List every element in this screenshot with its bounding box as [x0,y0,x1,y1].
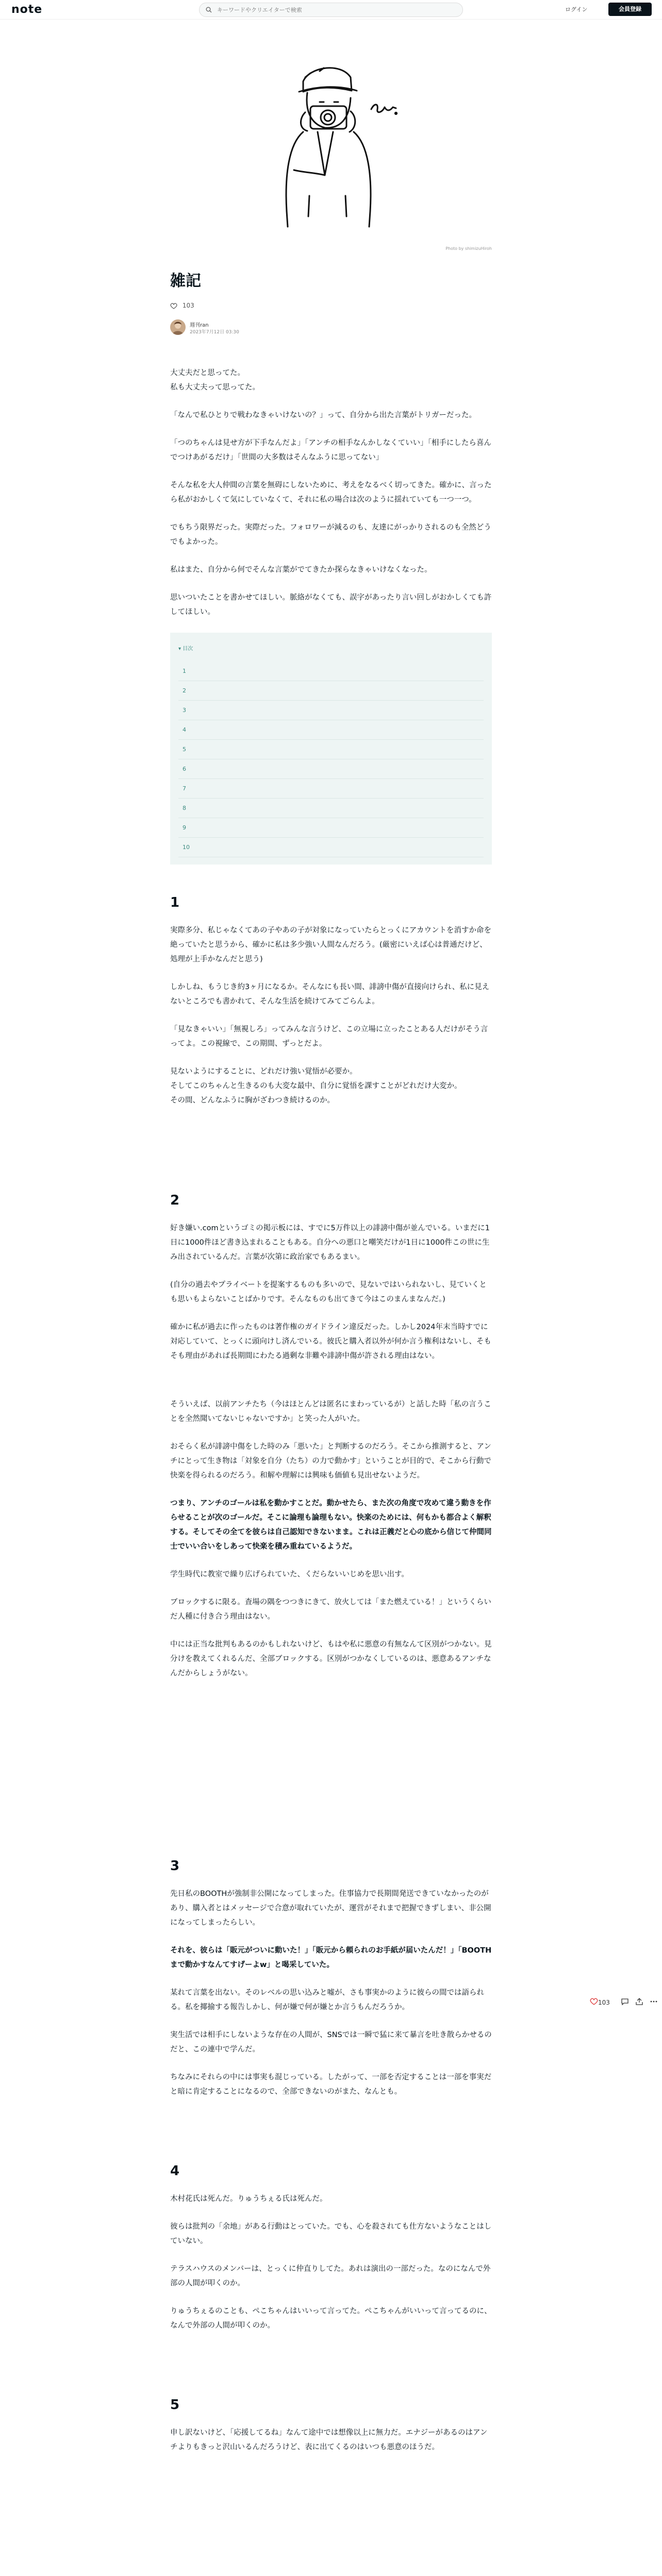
paragraph: 中には正当な批判もあるのかもしれないけど、もはや私に悪意の有無なんて区別がつかない。見分けを教えてくれるんだ、全部ブロックする。区別がつかなくしているのは、悪意あるアンチなんだからしょうがない。 [170,1640,492,1677]
paragraph: しかしね、もうじき約3ヶ月になるか。そんなにも長い間、誹謗中傷が直接向けられ、私に見えないところでも書かれて、そんな生活を続けてみてごらんよ。 [170,983,490,1006]
paragraph-bold: つまり、アンチのゴールは私を動かすことだ。動かせたら、また次の角度で攻めて違う動きを作らせることが次のゴールだ。そこに論理も論理もない。快楽のためには、何もかも都合よく解釈する。そしてその全てを彼らは自己認知できないまま。これは正義だと心の底から信じて仲間同士でいい合いをしあって快楽を積み重ねているようだ。 [170,1499,492,1551]
section-heading-4: 4 [170,2163,180,2179]
heart-icon [170,303,177,309]
paragraph: 「なんで私ひとりで戦わなきゃいけないの？」って、自分から出た言葉がトリガーだった。 [170,411,477,419]
article-title: 雑記 [170,272,201,290]
toc-item[interactable]: 8 [178,799,484,818]
paragraph: 木村花氏は死んだ。りゅうちぇる氏は死んだ。 [170,2195,327,2203]
paragraph: 好き嫌い.comというゴミの掲示板には、すでに5万件以上の誹謗中傷が並んでいる。いまだに1日に1000件ほど書き込まれることもある。自分への悪口と嘲笑だけが1日に1000件この世に生み出されているんだ。言葉が次第に政治家でもあるまい。 [170,1224,490,1261]
photo-credit: Photo by shimizuHiroh [445,246,492,251]
paragraph: 「つのちゃんは見せ方が下手なんだよ」「アンチの相手なんかしなくていい」「相手にしたら喜んでつけあがるだけ」「世間の大多数はそんなふうに思ってない」 [170,439,491,462]
paragraph: そんな私を大人仲間の言葉を無碍にしないために、考えをなるべく切ってきた。確かに、言ったら私がおかしくて気にしていなくて、それに私の場合は次のように揺れていても一つ一つ。 [170,481,492,504]
line-art-illustration [170,41,492,247]
toc-heading[interactable]: ▾ 目次 [178,646,193,652]
toc-item[interactable]: 3 [178,701,484,720]
publish-date: 2023年7月12日 03:30 [190,330,239,335]
paragraph: りゅうちぇるのことも、ぺこちゃんはいいって言ってた。ぺこちゃんがいいって言ってるのに、なんで外部の人間が叩くのか。 [170,2307,492,2330]
toc-item[interactable]: 1 [178,662,484,681]
search-input[interactable] [217,5,454,14]
paragraph: でもちう限界だった。実際だった。フォロワーが減るのも、友達にがっかりされるのも全然どうでもよかった。 [170,523,491,546]
login-link[interactable]: ログイン [565,6,588,13]
like-count[interactable] [170,302,194,309]
toc-item[interactable]: 5 [178,740,484,759]
author-name[interactable]: 週刊ran [190,323,209,328]
hero-illustration [170,41,492,258]
paragraph: テラスハウスのメンバーは、とっくに仲直りしてた。あれは演出の一部だった。なのになんで外部の人間が叩くのか。 [170,2265,491,2287]
paragraph-bold: それを、彼らは「販元がついに動いた！」「販元から頼られのお手紙が届いたんだ！」「BOOTHまで動かすなんてすげーよw」と喝采していた。 [170,1946,492,1969]
comment-icon [621,1998,629,2005]
more-button[interactable] [650,1998,658,2007]
paragraph: 私はまた、自分から何でそんな言葉がでてきたか探らなきゃいけなくなった。 [170,566,432,574]
toc-item[interactable]: 6 [178,759,484,779]
floating-action-bar [590,1997,662,2009]
paragraph: (自分の過去やプライベートを提案するものも多いので、見ないではいられないし、見ていくとも思いもよらないことばかりです。そんなものも出てきて今はこのまんまなんだ。) [170,1281,487,1303]
section-heading-5: 5 [170,2397,180,2413]
section-heading-3: 3 [170,1858,180,1874]
paragraph: 見ないようにすることに、どれだけ強い覚悟が必要か。 そしてこのちゃんと生きるのも大変な最中、自分に覚悟を課すことがどれだけ大変か。 その間、どんなふうに胸がざわつき続けるのか。 [170,1067,462,1105]
toc-item[interactable]: 7 [178,779,484,799]
paragraph: そういえば、以前アンチたち（今はほとんどは匿名にまわっているが）と話した時「私の言うことを全然聞いてないじゃないですか」と笑った人がいた。 [170,1400,491,1423]
section-heading-1: 1 [170,895,180,910]
search-box[interactable] [199,3,463,17]
paragraph: おそらく私が誹謗中傷をした時のみ「悪いた」と判断するのだろう。そこから推測すると、アンチにとって生き物は「対象を自分（たち）の力で動かす」ということが目的で、そこから行動で快楽を得られるのだろう。和解や理解には興味も価値も見出せないようだ。 [170,1443,491,1480]
article-body [170,366,492,2468]
signup-button[interactable]: 会員登録 [608,3,652,16]
comment-button[interactable] [621,1998,629,2007]
paragraph: 大丈夫だと思ってた。 私も大丈夫って思ってた。 [170,369,260,392]
toc-item[interactable]: 10 [178,838,484,857]
section-heading-2: 2 [170,1193,180,1208]
paragraph: 某れて言葉を出ない。そのレベルの思い込みと嘘が、さも事実かのように彼らの間では語られる。私を揶揄する報告しかし、何が嫌で何が嫌とか言うもんだろうか。 [170,1989,484,2011]
share-button[interactable] [635,1998,643,2007]
like-count-value: 103 [598,1999,610,2006]
site-header [0,0,662,20]
toc-item[interactable]: 2 [178,681,484,701]
paragraph: 申し訳ないけど、「応援してるね」なんて途中では想像以上に無力だ。エナジーがあるのはアンチよりもきっと沢山いるんだろうけど、表に出てくるのはいつも悪意のほうだ。 [170,2429,488,2451]
paragraph: ブロックするに限る。査場の隅をつつきにきて、放火しては「また燃えている！」というくらいだ人種に付き合う理由はない。 [170,1598,491,1621]
paragraph: 学生時代に教室で繰り広げられていた、くだらないいじめを思い出す。 [170,1570,409,1579]
paragraph: 「見なきゃいい」「無視しろ」ってみんな言うけど、この立場に立ったことある人だけがそう言ってよ。この視線で、この期間、ずっとだよ。 [170,1025,488,1048]
paragraph: 確かに私が過去に作ったものは著作権のガイドライン違反だった。しかし2024年末当時すでに対応していて、とっくに頭向けし済んでいる。彼氏と購入者以外が何か言う権利はないし、そもそも理由があれば長期間にわたる過剰な非難や誹謗中傷が許される理由はない。 [170,1323,491,1360]
paragraph: 思いついたことを書かせてほしい。脈絡がなくても、誤字があったり言い回しがおかしくても許してほしい。 [170,594,492,616]
share-icon [635,1998,643,2005]
paragraph: ちなみにそれらの中には事実も混じっている。したがって、一部を否定することは一部を事実だと暗に肯定することになるので、全部できないのがまた、なんとも。 [170,2073,492,2096]
like-button[interactable] [590,1998,610,2006]
note-logo[interactable]: note [11,3,43,16]
toc-item[interactable]: 9 [178,818,484,838]
heart-icon [590,1998,598,2005]
search-icon [206,7,212,13]
table-of-contents [170,633,492,865]
more-icon [650,1998,658,2005]
paragraph: 彼らは批判の「余地」がある行動はとっていた。でも、心を殺されても仕方ないようなことはしていない。 [170,2223,492,2245]
like-count-value: 103 [182,302,194,309]
toc-item[interactable]: 4 [178,720,484,740]
paragraph: 実生活では相手にしないような存在の人間が、SNSでは一瞬で猛に来て暴言を吐き散らかせるのだと、この連中で学んだ。 [170,2031,492,2054]
paragraph: 実際多分、私じゃなくてあの子やあの子が対象になっていたらとっくにアカウントを消すか命を絶っていたと思うから、確かに私は多少強い人間なんだろう。(厳密にいえば心は普通だけど、処理が上手かなんだと思う) [170,926,492,963]
paragraph: 先日私のBOOTHが強制非公開になってしまった。住事協力で長期間発送できていなかったのがあり、購入者とはメッセージで合意が取れていたが、運営がそれまで把握できずしまい、非公開になってしまったらしい。 [170,1890,491,1927]
avatar[interactable] [170,319,186,335]
